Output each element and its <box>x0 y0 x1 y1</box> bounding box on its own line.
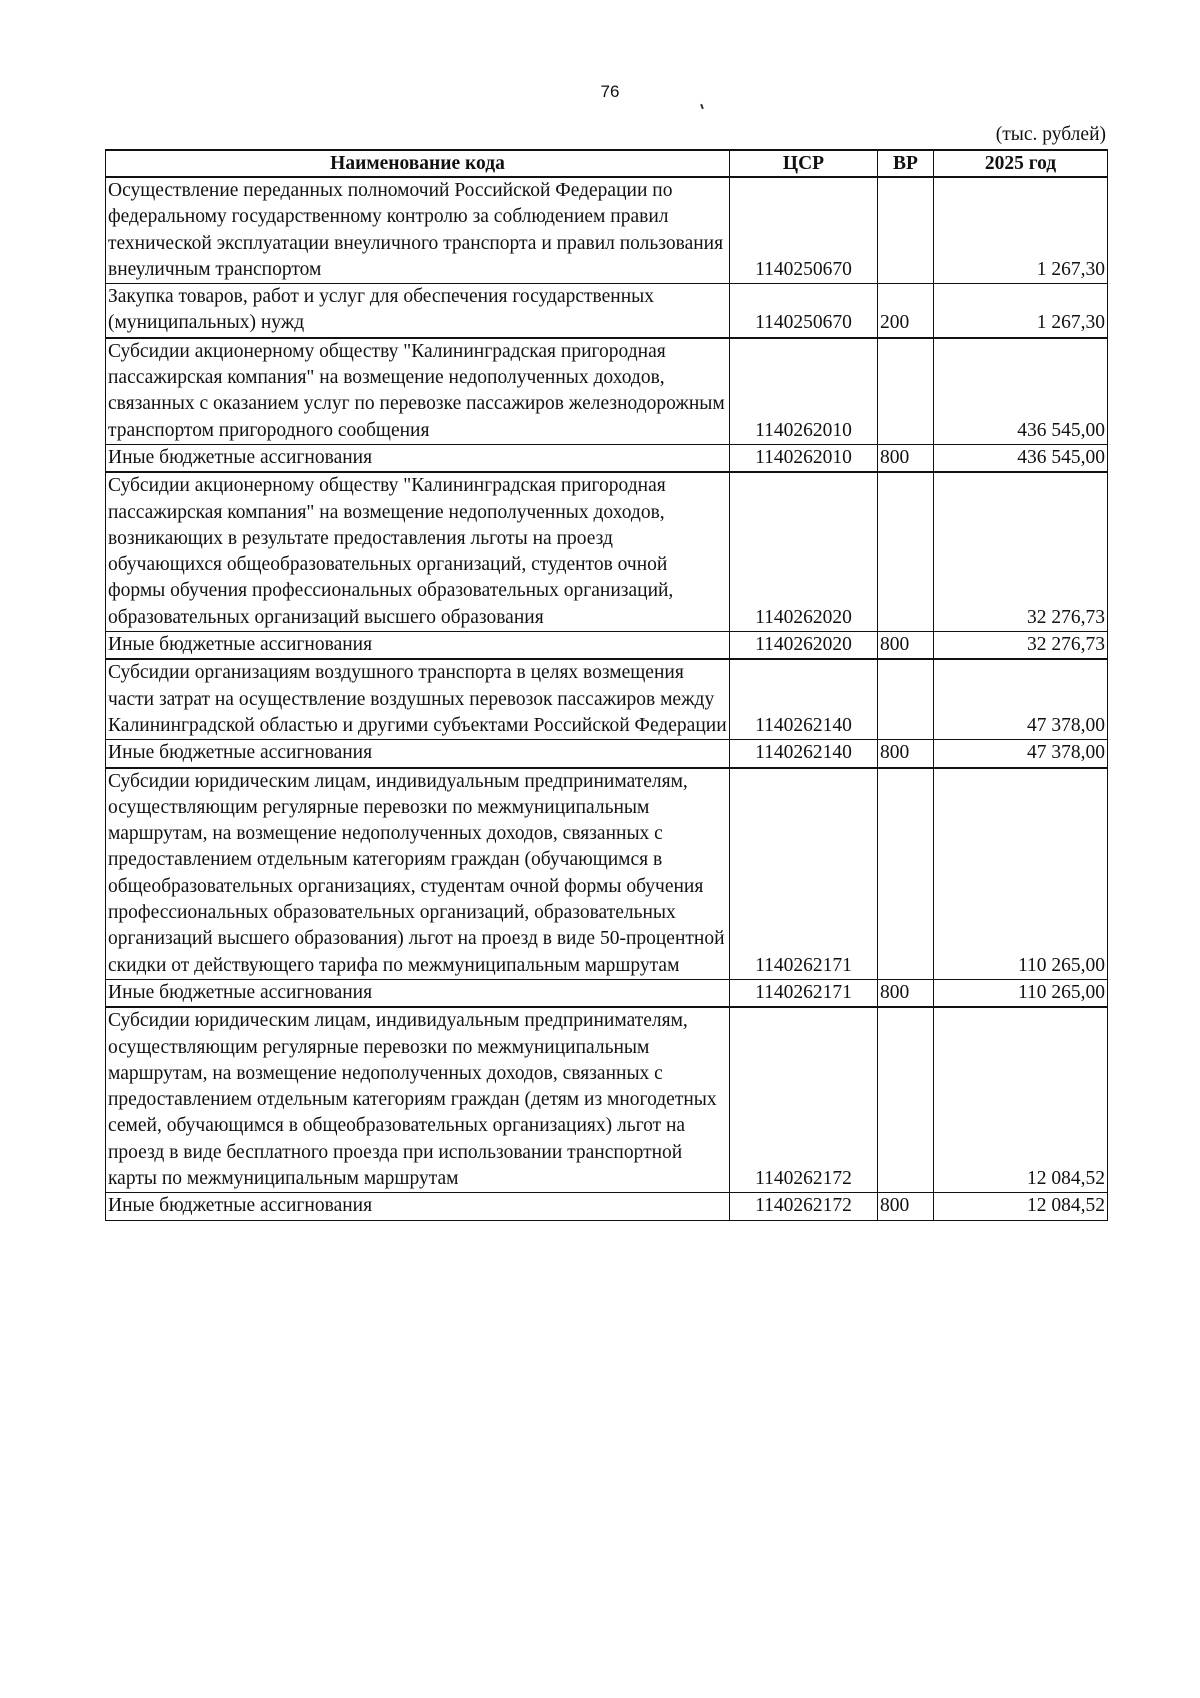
row-name: Субсидии акционерному обществу "Калининградская пригородная пассажирская компания" на возмещение недополученных доходов, возникающих в результате предоставления льготы на проезд обучающихся общеобразовательных организаций, студентов очной формы обучения профессиональных образовательных организаций, образовательных организаций высшего образования <box>106 472 730 631</box>
row-vr: 800 <box>878 979 934 1007</box>
row-name: Иные бюджетные ассигнования <box>106 444 730 472</box>
units-label: (тыс. рублей) <box>995 124 1106 145</box>
column-header-year: 2025 год <box>934 150 1108 177</box>
table-row <box>106 979 1108 1007</box>
table-row <box>106 740 1108 768</box>
row-csr: 1140262140 <box>730 659 878 739</box>
table-row <box>106 632 1108 660</box>
row-csr: 1140262171 <box>730 979 878 1007</box>
row-vr: 800 <box>878 444 934 472</box>
table-header-row <box>106 150 1108 177</box>
row-name: Иные бюджетные ассигнования <box>106 632 730 660</box>
row-vr <box>878 1007 934 1193</box>
row-csr: 1140262020 <box>730 632 878 660</box>
row-csr: 1140262172 <box>730 1007 878 1193</box>
row-vr: 800 <box>878 632 934 660</box>
row-vr <box>878 768 934 980</box>
row-amount: 12 084,52 <box>934 1007 1108 1193</box>
row-amount: 436 545,00 <box>934 338 1108 445</box>
row-name: Субсидии юридическим лицам, индивидуальным предпринимателям, осуществляющим регулярные перевозки по межмуниципальным маршрутам, на возмещение недополученных доходов, связанных с предоставлением отдельным категориям граждан (детям из многодетных семей, обучающимся в общеобразовательных организациях) льгот на проезд в виде бесплатного проезда при использовании транспортной карты по межмуниципальным маршрутам <box>106 1007 730 1193</box>
row-name: Иные бюджетные ассигнования <box>106 740 730 768</box>
row-amount: 47 378,00 <box>934 740 1108 768</box>
row-name: Иные бюджетные ассигнования <box>106 1193 730 1220</box>
row-name: Закупка товаров, работ и услуг для обеспечения государственных (муниципальных) нужд <box>106 284 730 338</box>
row-csr: 1140262010 <box>730 444 878 472</box>
row-name: Осуществление переданных полномочий Российской Федерации по федеральному государственному контролю за соблюдением правил технической эксплуатации внеуличного транспорта и правил пользования внеуличным транспортом <box>106 177 730 284</box>
table-row <box>106 659 1108 739</box>
table-row <box>106 1193 1108 1220</box>
row-csr: 1140250670 <box>730 177 878 284</box>
row-csr: 1140250670 <box>730 284 878 338</box>
row-amount: 436 545,00 <box>934 444 1108 472</box>
table-row <box>106 284 1108 338</box>
row-amount: 110 265,00 <box>934 979 1108 1007</box>
table-row <box>106 444 1108 472</box>
row-name: Субсидии организациям воздушного транспорта в целях возмещения части затрат на осуществление воздушных перевозок пассажиров между Калининградской областью и другими субъектами Российской Федерации <box>106 659 730 739</box>
row-vr <box>878 472 934 631</box>
budget-table <box>105 149 1108 1221</box>
row-name: Субсидии акционерному обществу "Калининградская пригородная пассажирская компания" на возмещение недополученных доходов, связанных с оказанием услуг по перевозке пассажиров железнодорожным транспортом пригородного сообщения <box>106 338 730 445</box>
page-number: 76 <box>600 82 620 101</box>
row-amount: 110 265,00 <box>934 768 1108 980</box>
row-csr: 1140262140 <box>730 740 878 768</box>
table-row <box>106 1007 1108 1193</box>
row-vr: 200 <box>878 284 934 338</box>
row-csr: 1140262171 <box>730 768 878 980</box>
row-amount: 47 378,00 <box>934 659 1108 739</box>
row-vr <box>878 177 934 284</box>
table-row <box>106 177 1108 284</box>
row-csr: 1140262010 <box>730 338 878 445</box>
scan-speck <box>700 104 704 109</box>
row-csr: 1140262172 <box>730 1193 878 1220</box>
column-header-name: Наименование кода <box>106 150 730 177</box>
row-amount: 1 267,30 <box>934 177 1108 284</box>
row-amount: 32 276,73 <box>934 472 1108 631</box>
table-row <box>106 472 1108 631</box>
row-amount: 1 267,30 <box>934 284 1108 338</box>
row-csr: 1140262020 <box>730 472 878 631</box>
column-header-vr: ВР <box>878 150 934 177</box>
row-vr: 800 <box>878 1193 934 1220</box>
row-amount: 12 084,52 <box>934 1193 1108 1220</box>
row-vr <box>878 338 934 445</box>
row-name: Субсидии юридическим лицам, индивидуальным предпринимателям, осуществляющим регулярные перевозки по межмуниципальным маршрутам, на возмещение недополученных доходов, связанных с предоставлением отдельным категориям граждан (обучающимся в общеобразовательных организациях, студентам очной формы обучения профессиональных образовательных организаций, образовательных организаций высшего образования) льгот на проезд в виде 50-процентной скидки от действующего тарифа по межмуниципальным маршрутам <box>106 768 730 980</box>
table-row <box>106 338 1108 445</box>
row-name: Иные бюджетные ассигнования <box>106 979 730 1007</box>
row-vr: 800 <box>878 740 934 768</box>
column-header-csr: ЦСР <box>730 150 878 177</box>
row-amount: 32 276,73 <box>934 632 1108 660</box>
table-row <box>106 768 1108 980</box>
row-vr <box>878 659 934 739</box>
